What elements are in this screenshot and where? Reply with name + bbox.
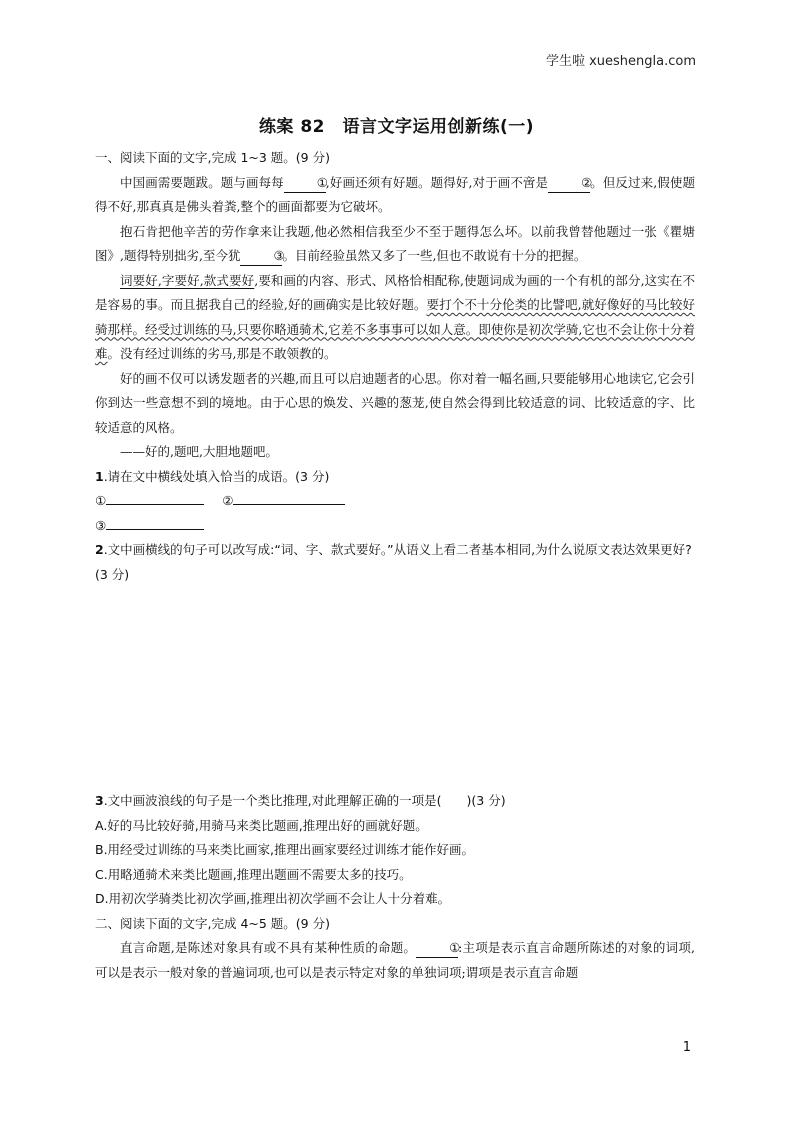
s2p1-text-b: :主项是表示直言命题所陈述的对象的词项,可以是表示一般对象的普遍词项,也可以是表示特定对象的单独词项;谓项是表示直言命题 — [95, 940, 695, 980]
question-1-number: 1 — [95, 468, 104, 484]
answer-lines-row-1 — [95, 489, 695, 514]
question-2 — [95, 538, 695, 587]
question-3-text: .文中画波浪线的句子是一个类比推理,对此理解正确的一项是( )(3 分) — [103, 793, 506, 808]
question-3-number: 3 — [95, 793, 104, 808]
watermark: 学生啦 xueshengla.com — [545, 54, 696, 69]
page-number: 1 — [682, 1040, 691, 1055]
underlined-sentence: 词要好,字要好,款式要好 — [120, 272, 255, 288]
p1-text-c: 。但反过来,假使题得不好,那真真是佛头着粪,整个的画面都要为它破坏。 — [95, 174, 695, 214]
answer-lines-row-2 — [95, 514, 695, 539]
answer-marker-2: ② — [222, 493, 234, 508]
p2-text-b: 。目前经验虽然又多了一些,但也不敢说有十分的把握。 — [282, 248, 587, 263]
p2-text-a: 抱石肯把他辛苦的劳作拿来让我题,他必然相信我至少不至于题得怎么坏。以前我曾替他题过一张《瞿塘图》,题得特别拙劣,至今犹 — [95, 223, 695, 263]
answer-marker-3: ③ — [95, 517, 107, 533]
question-1-text: .请在文中横线处填入恰当的成语。(3 分) — [103, 468, 330, 484]
document-body — [95, 146, 695, 985]
option-a[interactable]: A.好的马比较好骑,用骑马来类比题画,推理出好的画就好题。 — [95, 817, 428, 833]
section1-paragraph-5: ——好的,题吧,大胆地题吧。 — [120, 444, 278, 459]
option-d[interactable]: D.用初次学骑类比初次学画,推理出初次学画不会让人十分着难。 — [95, 891, 451, 906]
question-2-number: 2 — [95, 542, 104, 557]
p1-text-a: 中国画需要题跋。题与画每每 — [120, 174, 284, 190]
page-title: 练案 82 语言文字运用创新练(一) — [258, 117, 535, 137]
section1-paragraph-3 — [95, 269, 695, 367]
answer-marker-1: ① — [95, 493, 107, 508]
section2-heading: 二、阅读下面的文字,完成 4~5 题。(9 分) — [95, 915, 330, 931]
answer-line-3[interactable] — [106, 515, 204, 530]
wavy-sentence: 要打个不十分伦类的比譬吧,就好像好的马比较好骑那样。经受过训练的马,只要你略通骑术,它差不多事事可以如人意。即使你是初次学骑,它也不会让你十分着难 — [95, 297, 695, 361]
section2-paragraph-1 — [95, 936, 695, 985]
p3-text-b: 。没有经过训练的劣马,那是不敢领教的。 — [107, 346, 337, 361]
answer-space[interactable] — [95, 587, 695, 789]
section1-paragraph-4: 好的画不仅可以诱发题者的兴趣,而且可以启迪题者的心思。你对着一幅名画,只要能够用心地读它,它会引你到达一些意想不到的境地。由于心思的焕发、兴趣的葱茏,使自然会得到比较适意的词、比较适意的字、比较适意的风格。 — [95, 370, 695, 435]
section1-paragraph-2 — [95, 220, 695, 269]
section1-paragraph-1 — [95, 171, 695, 220]
s2p1-text-a: 直言命题,是陈述对象具有或不具有某种性质的命题。 — [120, 940, 417, 955]
question-3 — [95, 789, 695, 814]
p3-text-a: ,要和画的内容、形式、风格恰相配称,使题词成为画的一个有机的部分,这实在不是容易的事。而且据我自己的经验,好的画确实是比较好题。 — [95, 272, 695, 312]
question-1 — [95, 465, 695, 490]
blank-1: ① — [284, 174, 326, 193]
blank-3: ③ — [240, 247, 282, 266]
answer-line-1[interactable] — [106, 490, 204, 505]
option-c[interactable]: C.用略通骑术来类比题画,推理出题画不需要太多的技巧。 — [95, 866, 412, 882]
section2-blank-1: ① — [416, 939, 458, 958]
question-2-text: .文中画横线的句子可以改写成:“词、字、款式要好。”从语义上看二者基本相同,为什么说原文表达效果更好?(3 分) — [95, 542, 692, 582]
answer-line-2[interactable] — [233, 490, 345, 505]
p1-text-b: ,好画还须有好题。题得好,对于画不啻是 — [325, 174, 549, 190]
blank-2: ② — [548, 174, 590, 193]
option-b[interactable]: B.用经受过训练的马来类比画家,推理出画家要经过训练才能作好画。 — [95, 842, 475, 857]
section1-heading: 一、阅读下面的文字,完成 1~3 题。(9 分) — [95, 150, 330, 165]
